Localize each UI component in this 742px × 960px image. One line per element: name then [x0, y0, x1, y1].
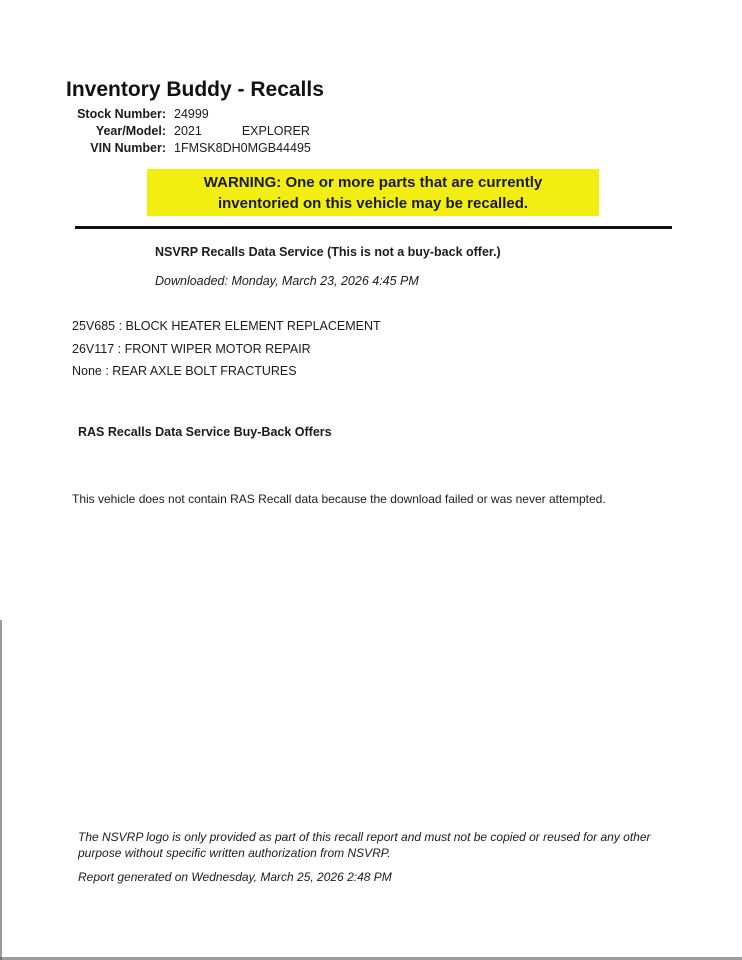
stock-number-value: 24999 [174, 107, 209, 121]
vin-number-value: 1FMSK8DH0MGB44495 [174, 141, 311, 155]
nsvrp-downloaded-timestamp: Downloaded: Monday, March 23, 2026 4:45 PM [155, 274, 419, 288]
nsvrp-recall-list [72, 315, 381, 383]
recall-item: 26V117 : FRONT WIPER MOTOR REPAIR [72, 341, 311, 356]
vin-number-label: VIN Number: [90, 141, 166, 155]
model-value: EXPLORER [241, 124, 310, 138]
stock-number-label: Stock Number: [77, 107, 166, 121]
ras-status-text: This vehicle does not contain RAS Recall data because the download failed or was never attempted. [72, 492, 606, 506]
scan-artifact-left-edge [0, 620, 2, 960]
year-model-value: 2021 EXPLORER [174, 124, 310, 138]
report-generated-timestamp: Report generated on Wednesday, March 25, 2026 2:48 PM [78, 870, 392, 884]
recall-item: None : REAR AXLE BOLT FRACTURES [72, 364, 297, 378]
recall-item: 25V685 : BLOCK HEATER ELEMENT REPLACEMENT [72, 319, 381, 333]
year-model-label: Year/Model: [95, 124, 166, 138]
recall-warning-banner [147, 169, 599, 216]
warning-line-1: WARNING: One or more parts that are currently [203, 173, 543, 191]
vehicle-info-block [66, 107, 311, 156]
page-title: Inventory Buddy - Recalls [66, 78, 324, 101]
warning-line-2: inventoried on this vehicle may be recalled. [217, 194, 529, 212]
nsvrp-section-heading: NSVRP Recalls Data Service (This is not a buy-back offer.) [155, 245, 501, 259]
ras-section-heading: RAS Recalls Data Service Buy-Back Offers [78, 425, 332, 439]
section-divider-rule [75, 226, 672, 229]
nsvrp-disclaimer-text: The NSVRP logo is only provided as part of this recall report and must not be copied or reused for any other purpose without specific written authorization from NSVRP. [78, 830, 651, 860]
